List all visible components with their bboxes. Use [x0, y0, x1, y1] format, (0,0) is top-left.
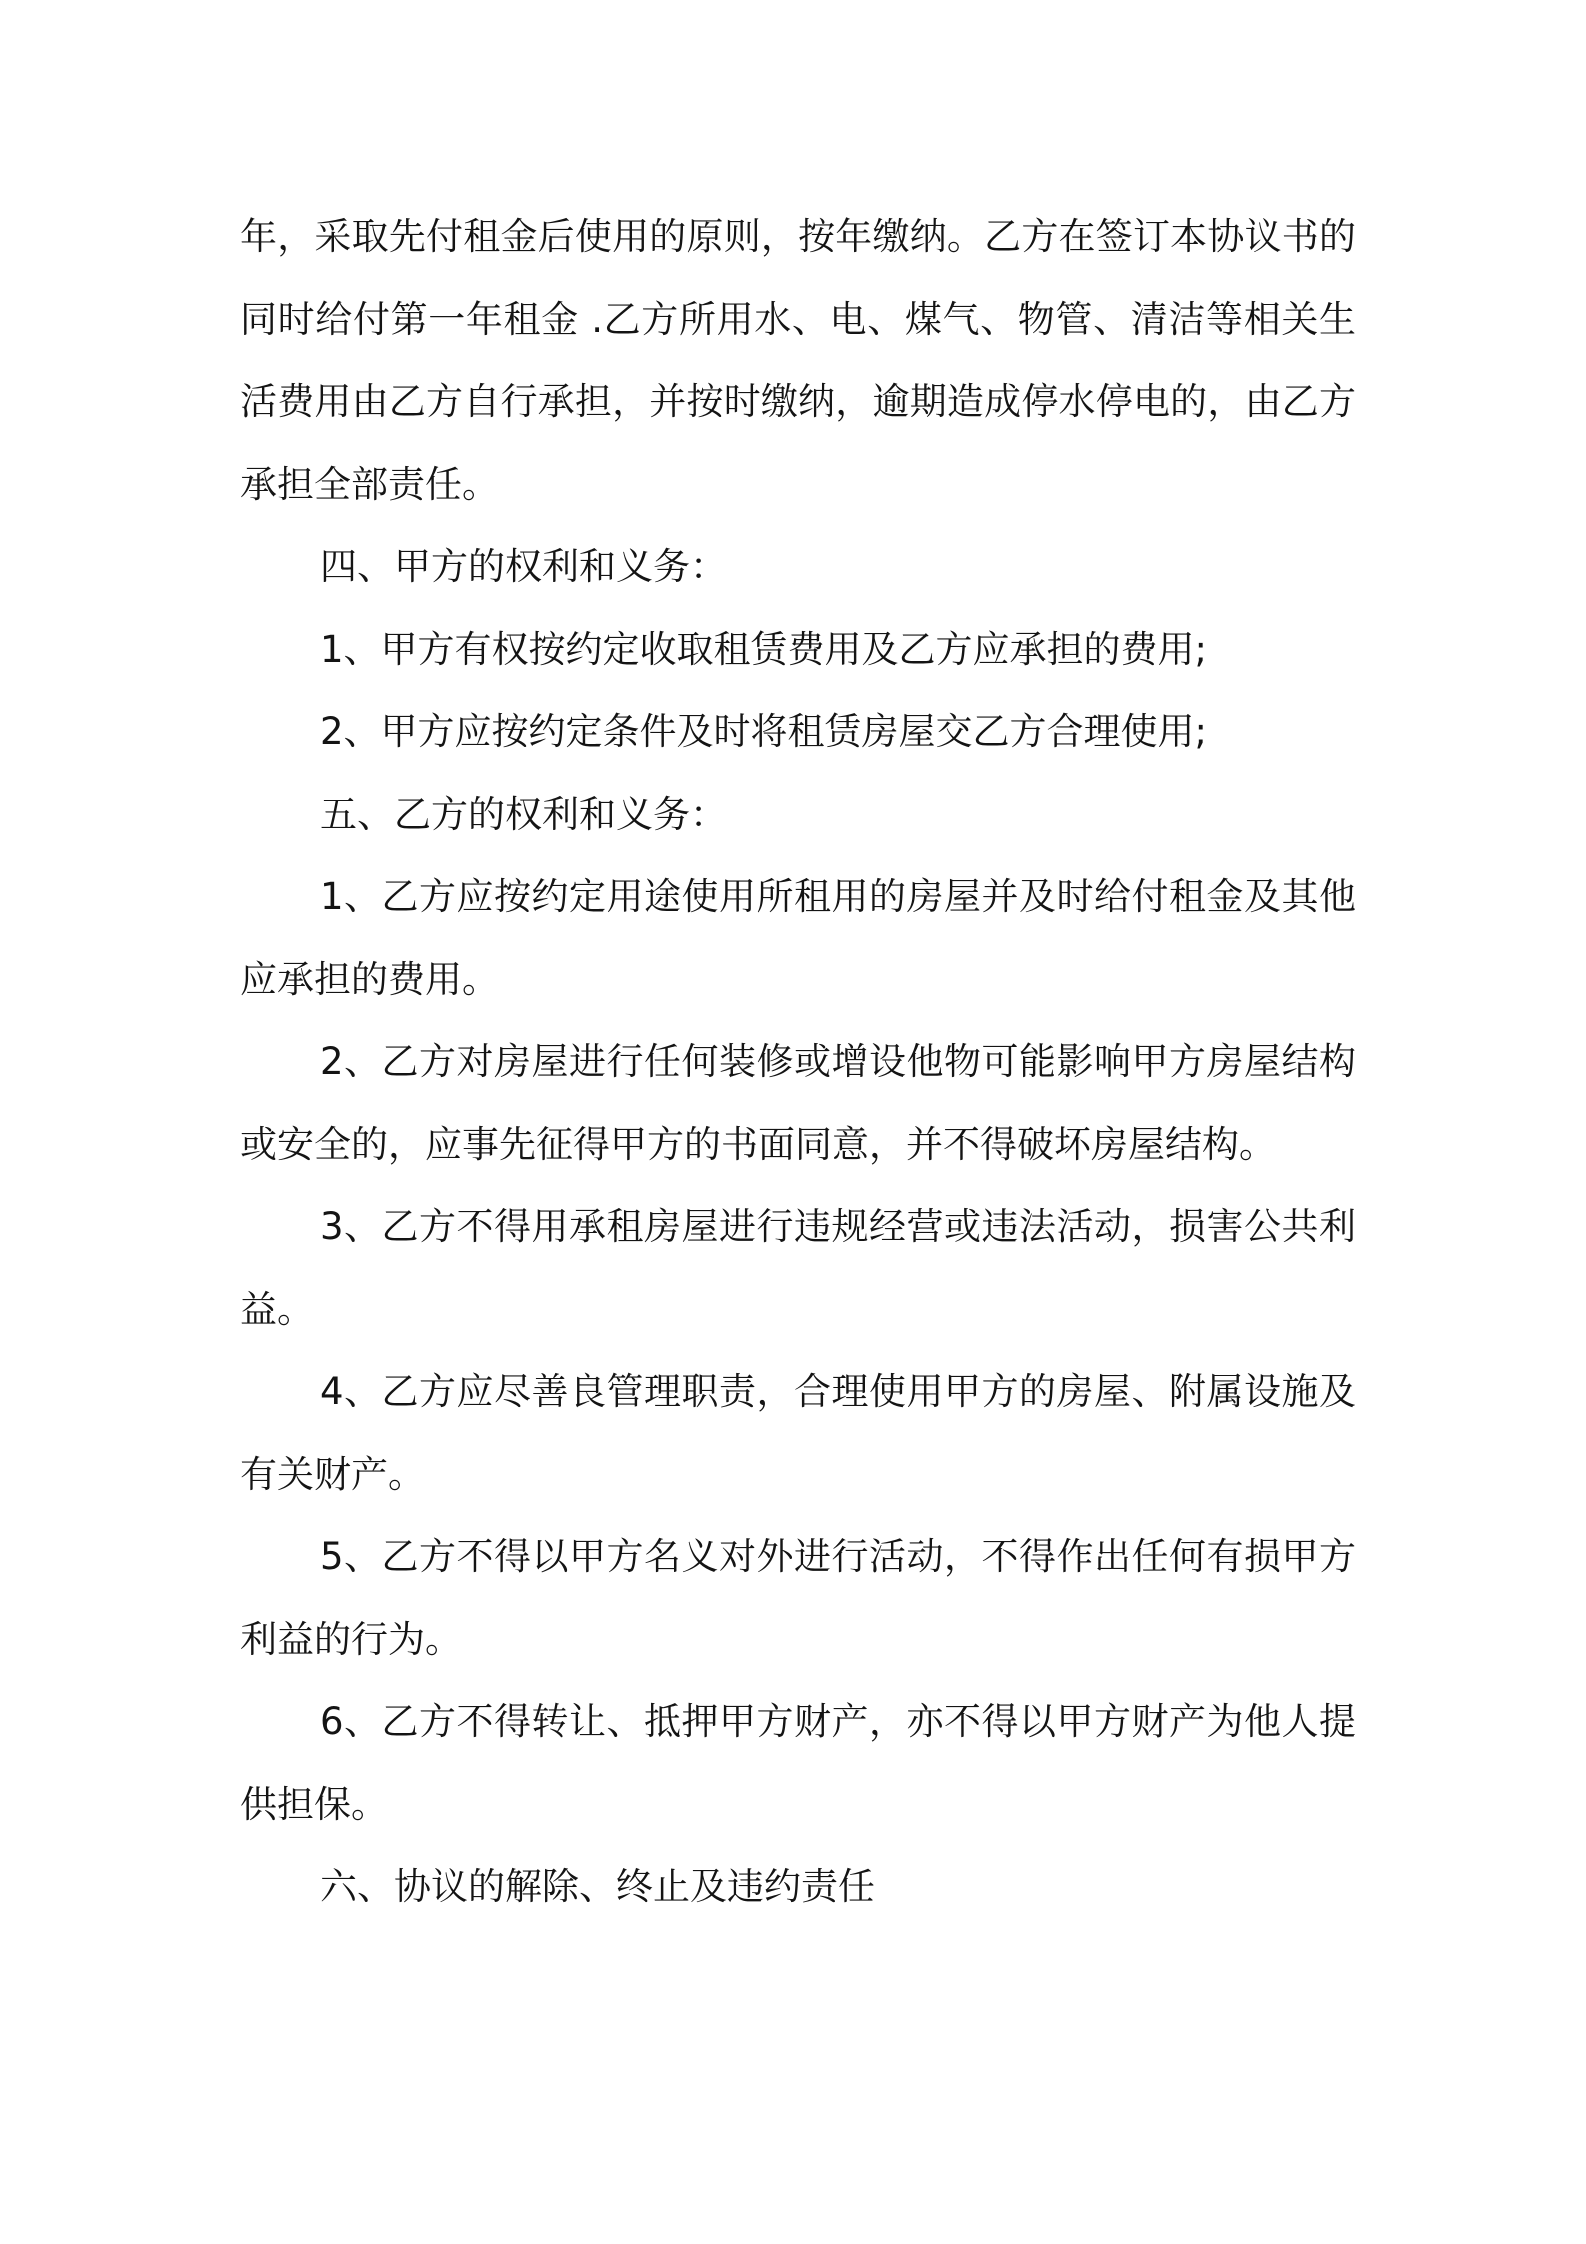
- clause-b-6: 6、乙方不得转让、抵押甲方财产，亦不得以甲方财产为他人提供担保。: [240, 1700, 1356, 1826]
- document-body: [240, 196, 1356, 1929]
- paragraph-rent-payment: 年，采取先付租金后使用的原则，按年缴纳。乙方在签订本协议书的同时给付第一年租金 .乙方所用水、电、煤气、物管、清洁等相关生活费用由乙方自行承担，并按时缴纳，逾期造成停水停电的，由乙方承担全部责任。: [240, 215, 1356, 506]
- clause-a-1: 1、甲方有权按约定收取租赁费用及乙方应承担的费用;: [320, 627, 1208, 671]
- clause-b-3: 3、乙方不得用承租房屋进行违规经营或违法活动，损害公共利益。: [240, 1205, 1356, 1331]
- heading-party-b-rights: 五、乙方的权利和义务：: [320, 792, 727, 836]
- heading-party-a-rights: 四、甲方的权利和义务：: [320, 545, 727, 588]
- clause-b-4: 4、乙方应尽善良管理职责，合理使用甲方的房屋、附属设施及有关财产。: [240, 1370, 1356, 1496]
- clause-b-1: 1、乙方应按约定用途使用所租用的房屋并及时给付租金及其他应承担的费用。: [240, 875, 1356, 1001]
- clause-a-2: 2、甲方应按约定条件及时将租赁房屋交乙方合理使用;: [320, 710, 1208, 753]
- heading-termination: 六、协议的解除、终止及违约责任: [320, 1865, 875, 1908]
- clause-b-5: 5、乙方不得以甲方名义对外进行活动，不得作出任何有损甲方利益的行为。: [240, 1535, 1356, 1661]
- clause-b-2: 2、乙方对房屋进行任何装修或增设他物可能影响甲方房屋结构或安全的，应事先征得甲方的书面同意，并不得破坏房屋结构。: [240, 1040, 1356, 1166]
